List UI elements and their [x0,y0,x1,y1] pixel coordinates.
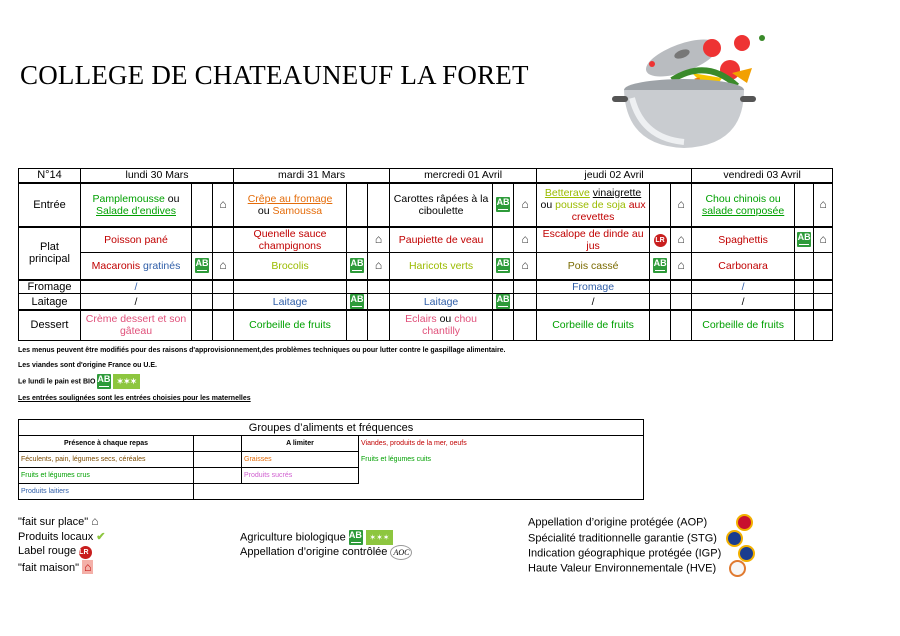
group-graisses: Graisses [242,452,359,468]
legend-hve: Haute Valeur Environnementale (HVE) [528,560,746,577]
legend-aop: Appellation d’origine protégée (AOP) [528,514,753,531]
day-header: mardi 31 Mars [234,169,390,183]
menu-cell: Escalope de dinde au jus [537,227,650,253]
menu-cell: Poisson pané [81,227,192,253]
bio-icon: AB [653,258,667,273]
row-label-dessert: Dessert [19,310,81,340]
bio-icon: AB [349,530,363,545]
day-header: mercredi 01 Avril [390,169,537,183]
fait-sur-place-icon: ⌂ [677,197,685,211]
day-header: vendredi 03 Avril [692,169,833,183]
bio-icon: AB [97,374,111,389]
fait-sur-place-icon: ⌂ [819,197,827,211]
legend-agri-bio: Agriculture biologique AB ✶✶✶ [240,530,393,545]
menu-cell: Pois cassé [537,252,650,280]
fait-sur-place-icon: ⌂ [819,232,827,246]
fait-sur-place-icon: ⌂ [91,514,99,528]
menu-cell: Chou chinois ou salade composée [692,183,795,227]
row-label-laitage: Laitage [19,294,81,311]
menu-cell: Carbonara [692,252,795,280]
bio-icon: AB [350,294,364,309]
menu-cell: Haricots verts [390,252,493,280]
fait-sur-place-icon: ⌂ [374,232,383,246]
menu-table [18,168,833,341]
group-sucres: Produits sucrés [242,468,359,484]
label-rouge-icon: LR [79,546,92,559]
menu-cell: Corbeille de fruits [234,310,347,340]
menu-cell [390,280,493,294]
legend-aoc: Appellation d’origine contrôlée AOC [240,545,412,560]
day-header: lundi 30 Mars [81,169,234,183]
checkmark-leaf-icon: ✔ [96,531,106,543]
bio-icon: AB [496,197,510,212]
row-label-plat: Plat principal [19,227,81,281]
legend-label-rouge: Label rouge LR [18,545,92,559]
bio-icon: AB [350,258,364,273]
groups-presence-header: Présence à chaque repas [19,436,194,452]
menu-cell: / [537,294,650,311]
row-label-entree: Entrée [19,183,81,227]
menu-cell: / [692,294,795,311]
aoc-logo-icon: AOC [390,545,412,560]
row-label-fromage: Fromage [19,280,81,294]
page-title: COLLEGE DE CHATEAUNEUF LA FORET [20,60,529,90]
groups-title: Groupes d’aliments et fréquences [19,420,644,436]
menu-cell: Paupiette de veau [390,227,493,253]
menu-cell: Laitage [234,294,347,311]
legend-fait-sur-place: "fait sur place" ⌂ [18,514,99,528]
group-viandes: Viandes, produits de la mer, oeufs [359,436,644,452]
group-fruits-crus: Fruits et légumes crus [19,468,194,484]
eu-bio-leaf-icon: ✶✶✶ [366,530,393,545]
day-header: jeudi 02 Avril [537,169,692,183]
menu-cell: Quenelle sauce champignons [234,227,347,253]
legend-igp: Indication géographique protégée (IGP) [528,545,755,562]
menu-cell [234,280,347,294]
menu-cell: Macaronis gratinés [81,252,192,280]
group-fruits-cuits: Fruits et légumes cuits [359,452,644,468]
groups-limiter-header: A limiter [242,436,359,452]
menu-cell: Fromage [537,280,650,294]
note-menus: Les menus peuvent être modifiés pour des raisons d'approvisionnement,des problèmes techniques ou pour lutter contre le gaspillage alimentaire. [18,347,506,354]
group-laitiers: Produits laitiers [19,484,194,500]
menu-cell: Spaghettis [692,227,795,253]
menu-cell: Carottes râpées à la ciboulette [390,183,493,227]
menu-cell: Corbeille de fruits [537,310,650,340]
menu-cell: Corbeille de fruits [692,310,795,340]
aop-seal-icon [736,514,753,531]
note-viandes: Les viandes sont d'origine France ou U.E. [18,362,157,369]
bio-icon: AB [496,294,510,309]
menu-cell: Brocolis [234,252,347,280]
menu-cell: / [81,294,192,311]
fait-sur-place-icon: ⌂ [677,258,685,273]
menu-cell: Eclairs ou chou chantilly [390,310,493,340]
menu-cell: Crème dessert et son gâteau [81,310,192,340]
legend-fait-maison: "fait maison" ⌂ [18,560,92,574]
fait-sur-place-icon: ⌂ [219,258,227,273]
bio-icon: AB [195,258,209,273]
fait-sur-place-icon: ⌂ [374,258,383,273]
legend-produits-locaux: Produits locaux ✔ [18,531,106,543]
bio-icon: AB [797,232,811,247]
label-rouge-icon: LR [654,234,667,247]
fait-sur-place-icon: ⌂ [521,197,529,211]
note-entrees: Les entrées soulignées sont les entrées choisies pour les maternelles [18,395,251,402]
menu-cell: Pamplemousse ou Salade d’endives [81,183,192,227]
group-feculents: Féculents, pain, légumes secs, céréales [19,452,194,468]
fait-sur-place-icon: ⌂ [677,232,685,246]
menu-cell: Crêpe au fromage ou Samoussa [234,183,347,227]
fait-sur-place-icon: ⌂ [521,232,529,246]
fait-sur-place-icon: ⌂ [521,258,529,273]
fait-sur-place-icon: ⌂ [219,197,227,211]
menu-cell: Laitage [390,294,493,311]
menu-cell: Betterave vinaigrette ou pousse de soja aux crevettes [537,183,650,227]
fait-maison-icon: ⌂ [84,560,92,574]
menu-cell: / [81,280,192,294]
legend-stg: Spécialité traditionnelle garantie (STG) [528,530,743,547]
note-pain-bio: Le lundi le pain est BIO AB ✶✶✶ [18,374,140,389]
bio-icon: AB [496,258,510,273]
menu-cell: / [692,280,795,294]
cooking-pot-image [612,18,774,158]
menu-number: N°14 [19,169,81,183]
food-groups-table [18,419,644,500]
eu-bio-leaf-icon: ✶✶✶ [113,374,140,389]
hve-seal-icon [729,560,746,577]
